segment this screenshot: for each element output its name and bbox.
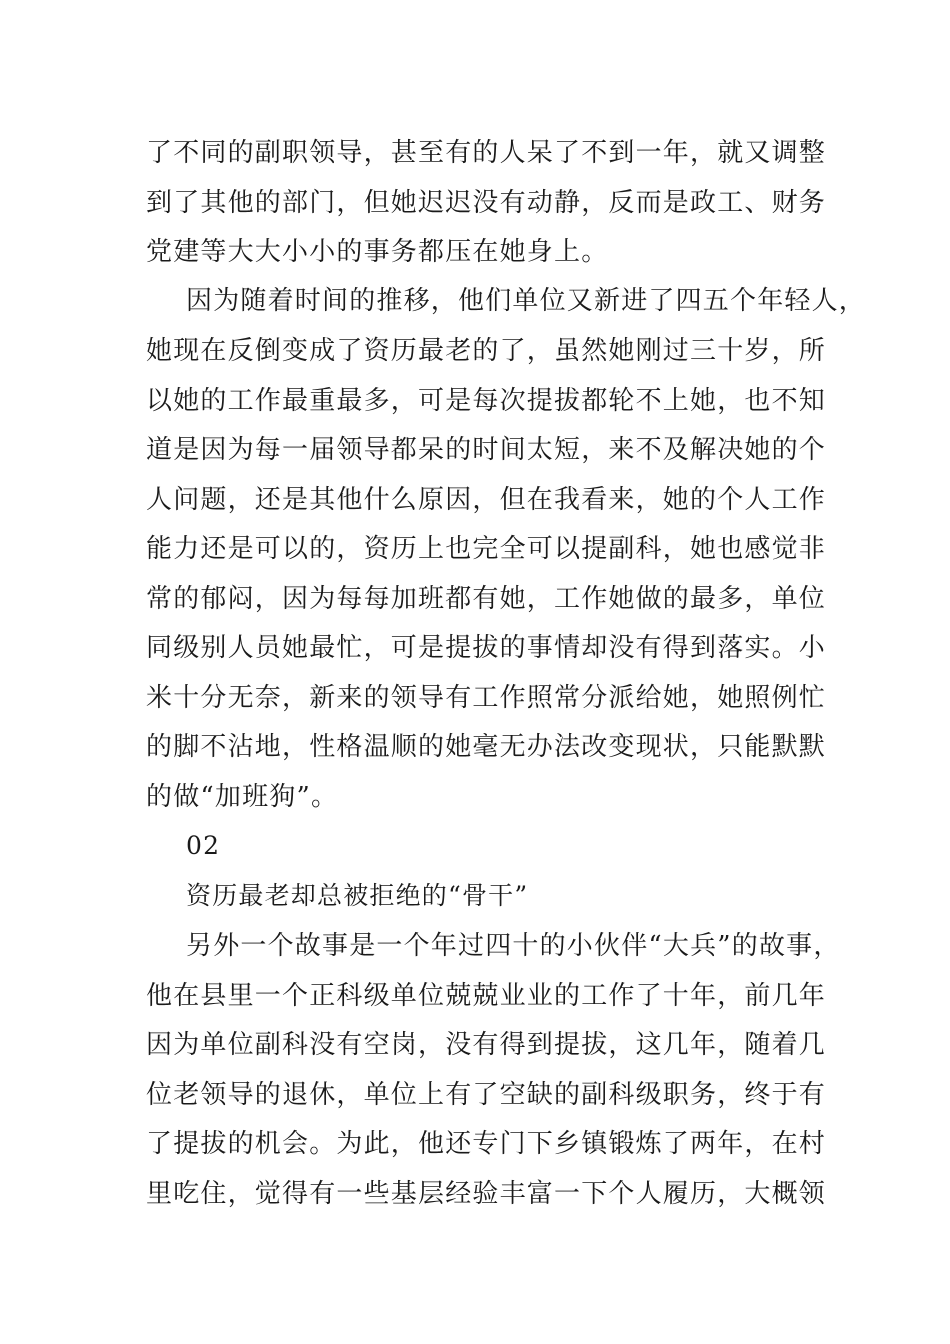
text-line: 另外一个故事是一个年过四十的小伙伴“大兵”的故事， <box>186 931 841 961</box>
text-line: 能力还是可以的，资历上也完全可以提副科，她也感觉非 <box>146 534 827 564</box>
text-line: 人问题，还是其他什么原因，但在我看来，她的个人工作 <box>146 485 827 515</box>
text-line: 的脚不沾地，性格温顺的她毫无办法改变现状，只能默默 <box>146 732 827 762</box>
text-line: 米十分无奈，新来的领导有工作照常分派给她，她照例忙 <box>146 683 827 713</box>
text-line: 道是因为每一届领导都呆的时间太短，来不及解决她的个 <box>146 435 827 465</box>
text-line: 里吃住，觉得有一些基层经验丰富一下个人履历，大概领 <box>146 1179 827 1209</box>
section-title: 资历最老却总被拒绝的“骨干” <box>186 881 529 910</box>
text-line: 到了其他的部门，但她迟迟没有动静，反而是政工、财务 <box>146 188 827 218</box>
text-line: 因为随着时间的推移，他们单位又新进了四五个年轻人， <box>186 286 867 316</box>
text-line: 党建等大大小小的事务都压在她身上。 <box>146 237 609 267</box>
text-line: 位老领导的退休，单位上有了空缺的副科级职务，终于有 <box>146 1080 827 1110</box>
section-number: 02 <box>186 831 221 860</box>
text-line: 了不同的副职领导，甚至有的人呆了不到一年，就又调整 <box>146 138 827 168</box>
text-line: 她现在反倒变成了资历最老的了，虽然她刚过三十岁，所 <box>146 336 827 366</box>
text-line: 同级别人员她最忙，可是提拔的事情却没有得到落实。小 <box>146 633 827 663</box>
text-line: 他在县里一个正科级单位兢兢业业的工作了十年，前几年 <box>146 981 827 1011</box>
text-line: 的做“加班狗”。 <box>146 782 339 812</box>
text-line: 因为单位副科没有空岗，没有得到提拔，这几年，随着几 <box>146 1030 827 1060</box>
text-line: 了提拔的机会。为此，他还专门下乡镇锻炼了两年，在村 <box>146 1129 827 1159</box>
text-line: 常的郁闷，因为每每加班都有她，工作她做的最多，单位 <box>146 584 827 614</box>
text-line: 以她的工作最重最多，可是每次提拔都轮不上她，也不知 <box>146 386 827 416</box>
